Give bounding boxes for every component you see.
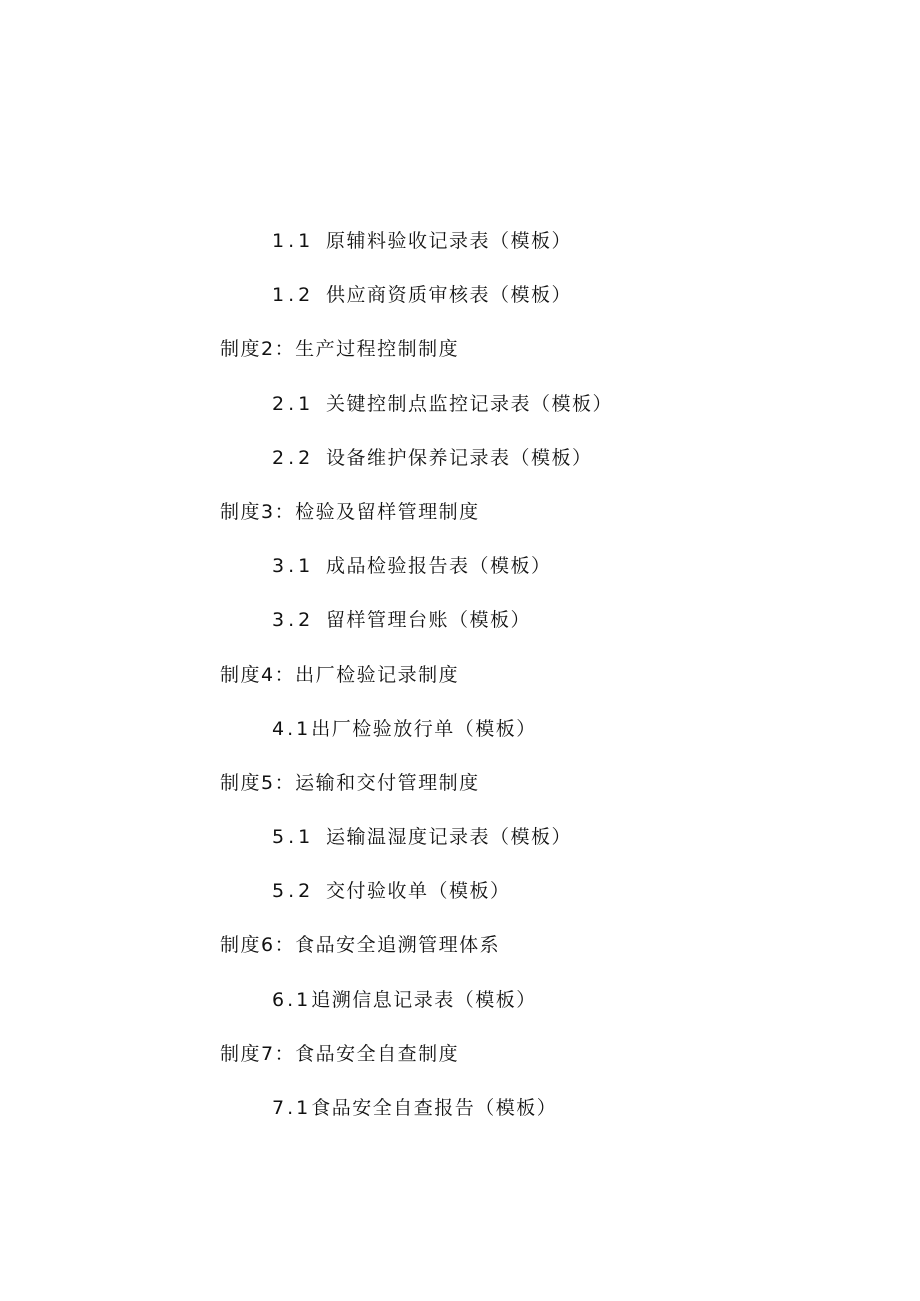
toc-chapter-title: 制度4：出厂检验记录制度	[220, 663, 460, 686]
toc-entry-number: 1.2	[272, 284, 315, 307]
toc-entry-number: 2.1	[272, 392, 315, 415]
toc-entry-number: 4.1	[272, 717, 312, 740]
toc-entry-2-2	[0, 439, 920, 493]
toc-chapter-title: 制度5：运输和交付管理制度	[220, 771, 480, 794]
toc-chapter-2	[0, 330, 920, 384]
toc-entry-title: 追溯信息记录表（模板）	[311, 988, 537, 1011]
toc-entry-5-2	[0, 872, 920, 926]
toc-chapter-5	[0, 764, 920, 818]
toc-entry-3-1	[0, 547, 920, 601]
toc-entry-title: 运输温湿度记录表（模板）	[326, 826, 573, 849]
toc-entry-3-2	[0, 601, 920, 655]
toc-entry-4-1	[0, 710, 920, 764]
toc-entry-title: 成品检验报告表（模板）	[326, 555, 552, 578]
toc-entry-number: 2.2	[272, 446, 315, 469]
toc-entry-number: 3.2	[272, 609, 315, 632]
toc-entry-6-1	[0, 981, 920, 1035]
toc-entry-number: 1.1	[272, 230, 315, 252]
toc-entry-1-2	[0, 276, 920, 330]
toc-entry-title: 出厂检验放行单（模板）	[311, 717, 537, 740]
toc-entry-title: 留样管理台账（模板）	[326, 609, 532, 632]
toc-entry-title: 设备维护保养记录表（模板）	[326, 446, 593, 469]
toc-chapter-title: 制度6：食品安全追溯管理体系	[220, 934, 501, 957]
toc-entry-title: 交付验收单（模板）	[326, 880, 511, 903]
toc-entry-1-1	[0, 222, 920, 276]
toc-chapter-3	[0, 493, 920, 547]
toc-chapter-7	[0, 1035, 920, 1089]
toc-entry-title: 供应商资质审核表（模板）	[326, 284, 573, 307]
toc-entry-number: 3.1	[272, 555, 315, 578]
toc-chapter-4	[0, 656, 920, 710]
toc-chapter-title: 制度2：生产过程控制制度	[220, 338, 460, 361]
toc-entry-number: 7.1	[272, 1097, 312, 1119]
toc-chapter-title: 制度7：食品安全自查制度	[220, 1042, 460, 1065]
toc-entry-title: 食品安全自查报告（模板）	[311, 1097, 558, 1119]
toc-chapter-6	[0, 926, 920, 980]
toc-entry-2-1	[0, 385, 920, 439]
toc-entry-title: 关键控制点监控记录表（模板）	[326, 392, 614, 415]
toc-entry-title: 原辅料验收记录表（模板）	[326, 230, 573, 252]
toc-entry-number: 5.1	[272, 826, 315, 849]
toc-entry-7-1	[0, 1089, 920, 1143]
toc-entry-number: 5.2	[272, 880, 315, 903]
toc-entry-number: 6.1	[272, 988, 312, 1011]
table-of-contents	[0, 222, 920, 1143]
toc-chapter-title: 制度3：检验及留样管理制度	[220, 500, 480, 523]
toc-entry-5-1	[0, 818, 920, 872]
